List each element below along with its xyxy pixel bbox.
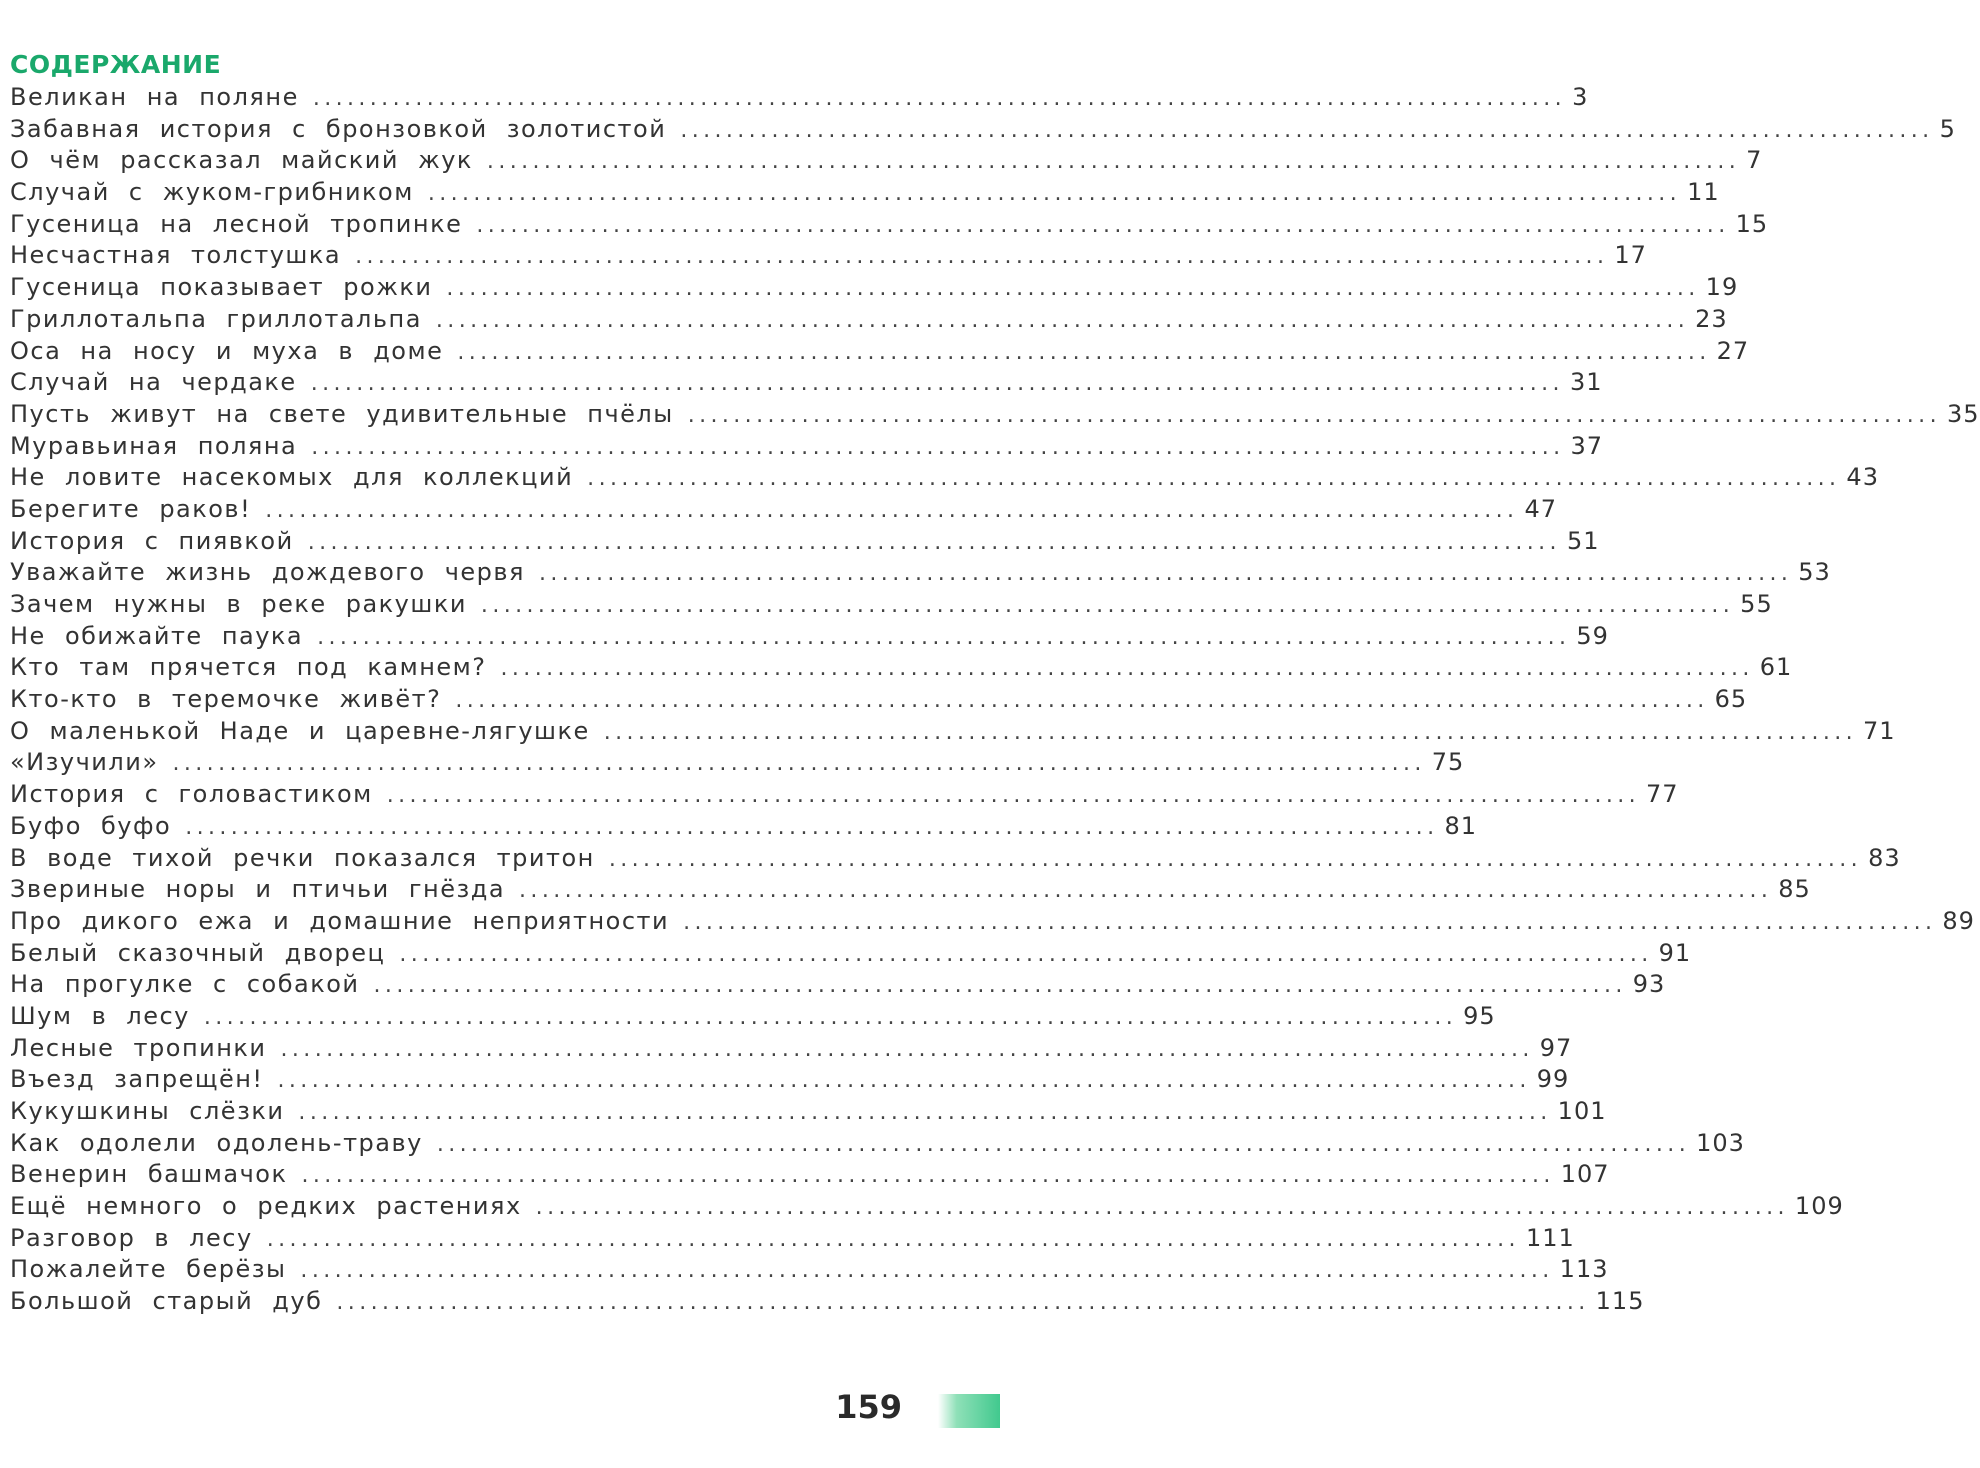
toc-entry[interactable]: [10, 304, 1728, 336]
toc-leader-dots: ..............................................................................................................: [427, 181, 1682, 207]
toc-entry-page: 111: [1525, 1223, 1575, 1252]
toc-entry-page: 113: [1559, 1255, 1609, 1284]
toc-entry[interactable]: [10, 114, 1956, 146]
toc-leader-dots: ..............................................................................................................: [587, 466, 1841, 492]
toc-leader-dots: ..............................................................................................................: [203, 1004, 1458, 1030]
toc-leader-dots: ..............................................................................................................: [277, 1068, 1531, 1094]
toc-entry[interactable]: [10, 557, 1831, 589]
toc-leader-dots: ..............................................................................................................: [608, 846, 1863, 872]
toc-entry-title: Не обижайте паука: [10, 621, 304, 650]
toc-entry-title: Большой старый дуб: [10, 1287, 323, 1316]
toc-entry[interactable]: [10, 82, 1589, 114]
toc-leader-dots: ..............................................................................................................: [687, 402, 1941, 428]
toc-entry-page: 93: [1632, 970, 1666, 999]
toc-entry-page: 103: [1696, 1128, 1745, 1157]
toc-entry-title: Про дикого ежа и домашние неприятности: [10, 906, 670, 935]
toc-entry-title: Буфо буфо: [10, 811, 172, 840]
toc-entry-title: В воде тихой речки показался тритон: [10, 843, 595, 872]
toc-entry-title: Белый сказочный дворец: [10, 938, 386, 967]
toc-leader-dots: ..............................................................................................................: [310, 371, 1564, 397]
toc-entry[interactable]: [10, 1254, 1609, 1286]
toc-entry-title: Забавная история с бронзовкой золотистой: [10, 114, 667, 143]
toc-leader-dots: ..............................................................................................................: [457, 339, 1711, 365]
toc-entry-title: Уважайте жизнь дождевого червя: [10, 558, 525, 587]
toc-entry-title: Случай с жуком-грибником: [10, 178, 414, 207]
toc-entry[interactable]: [10, 1001, 1496, 1033]
toc-entry[interactable]: [10, 938, 1692, 970]
toc-entry-page: 91: [1658, 938, 1692, 967]
toc-leader-dots: ..............................................................................................................: [265, 497, 1519, 523]
toc-entry[interactable]: [10, 1191, 1844, 1223]
toc-entry-title: Кукушкины слёзки: [10, 1097, 285, 1125]
toc-entry[interactable]: [10, 1033, 1573, 1065]
toc-entry[interactable]: [10, 145, 1763, 177]
table-of-contents: [10, 82, 1980, 1318]
toc-entry[interactable]: [10, 684, 1748, 716]
toc-entry-page: 15: [1735, 209, 1769, 238]
toc-entry[interactable]: [10, 779, 1679, 811]
toc-entry-title: Кто там прячется под камнем?: [10, 653, 487, 682]
toc-leader-dots: ..............................................................................................................: [486, 149, 1741, 175]
toc-entry-page: 23: [1695, 304, 1728, 333]
toc-entry-page: 5: [1939, 114, 1956, 143]
toc-entry[interactable]: [10, 526, 1600, 558]
toc-entry-page: 59: [1576, 621, 1609, 650]
toc-entry[interactable]: [10, 1064, 1570, 1096]
toc-entry-page: 61: [1759, 653, 1793, 682]
toc-entry-title: Оса на носу и муха в доме: [10, 336, 444, 365]
toc-entry-page: 99: [1536, 1065, 1570, 1094]
toc-entry[interactable]: [10, 621, 1609, 653]
toc-entry[interactable]: [10, 969, 1666, 1001]
toc-leader-dots: ..............................................................................................................: [172, 751, 1426, 777]
toc-entry[interactable]: [10, 431, 1604, 463]
toc-entry-title: Гусеница показывает рожки: [10, 273, 433, 302]
toc-entry-page: 85: [1778, 875, 1811, 904]
toc-entry-title: Берегите раков!: [10, 494, 252, 523]
toc-entry-title: Великан на поляне: [10, 83, 299, 111]
page-title: СОДЕРЖАНИЕ: [10, 50, 222, 79]
toc-entry[interactable]: [10, 843, 1901, 875]
toc-entry[interactable]: [10, 1223, 1575, 1255]
toc-entry-title: Как одолели одолень-траву: [10, 1128, 423, 1157]
toc-entry-title: История с пиявкой: [10, 526, 294, 555]
toc-entry-page: 55: [1740, 590, 1773, 618]
toc-entry-page: 19: [1705, 273, 1739, 302]
toc-leader-dots: ..............................................................................................................: [355, 244, 1609, 270]
toc-leader-dots: ..............................................................................................................: [519, 878, 1773, 904]
page-edge-tab: [938, 1394, 1000, 1428]
toc-entry-page: 11: [1687, 178, 1720, 207]
toc-entry-page: 107: [1560, 1160, 1610, 1189]
toc-entry[interactable]: [10, 1096, 1607, 1128]
toc-entry-page: 97: [1539, 1033, 1573, 1062]
toc-entry-page: 65: [1714, 685, 1748, 714]
toc-entry-page: 89: [1942, 906, 1975, 935]
toc-leader-dots: ..............................................................................................................: [399, 941, 1653, 967]
toc-leader-dots: ..............................................................................................................: [435, 307, 1690, 333]
toc-entry[interactable]: [10, 589, 1773, 621]
toc-leader-dots: ..............................................................................................................: [436, 1131, 1691, 1157]
toc-entry[interactable]: [10, 336, 1750, 368]
toc-entry-page: 71: [1863, 716, 1896, 745]
toc-entry-page: 115: [1595, 1287, 1645, 1316]
toc-leader-dots: ..............................................................................................................: [683, 909, 1937, 935]
toc-entry[interactable]: [10, 209, 1769, 241]
toc-entry-page: 37: [1570, 431, 1604, 460]
toc-leader-dots: ..............................................................................................................: [307, 529, 1561, 555]
toc-leader-dots: ..............................................................................................................: [535, 1195, 1789, 1221]
toc-leader-dots: ..............................................................................................................: [266, 1226, 1520, 1252]
toc-entry[interactable]: [10, 1128, 1745, 1160]
toc-leader-dots: ..............................................................................................................: [312, 86, 1567, 111]
toc-entry-title: Шум в лесу: [10, 1001, 190, 1030]
toc-leader-dots: ..............................................................................................................: [386, 783, 1641, 809]
toc-entry[interactable]: [10, 367, 1603, 399]
toc-entry[interactable]: [10, 177, 1720, 209]
toc-leader-dots: ..............................................................................................................: [185, 814, 1439, 840]
toc-entry-title: Венерин башмачок: [10, 1160, 288, 1189]
toc-entry[interactable]: [10, 747, 1465, 779]
toc-entry-title: Кто-кто в теремочке живёт?: [10, 685, 442, 714]
page-number: 159: [835, 1388, 902, 1426]
toc-entry-title: Не ловите насекомых для коллекций: [10, 463, 574, 492]
toc-entry-title: Звериные норы и птичьи гнёзда: [10, 875, 506, 904]
toc-entry-title: Ещё немного о редких растениях: [10, 1192, 522, 1221]
toc-leader-dots: ..............................................................................................................: [300, 1258, 1554, 1284]
toc-entry-title: История с головастиком: [10, 780, 373, 809]
toc-entry[interactable]: [10, 906, 1975, 938]
toc-leader-dots: ..............................................................................................................: [301, 1163, 1555, 1189]
toc-entry-title: Муравьиная поляна: [10, 431, 298, 460]
toc-leader-dots: ..............................................................................................................: [539, 561, 1793, 587]
toc-entry[interactable]: [10, 811, 1478, 843]
toc-entry-title: Въезд запрещён!: [10, 1065, 264, 1094]
toc-entry-page: 47: [1524, 494, 1557, 523]
toc-entry-page: 101: [1557, 1097, 1607, 1125]
toc-entry-title: Пожалейте берёзы: [10, 1255, 287, 1284]
toc-leader-dots: ..............................................................................................................: [446, 276, 1700, 302]
toc-entry[interactable]: [10, 462, 1879, 494]
toc-entry-title: Гусеница на лесной тропинке: [10, 209, 463, 238]
toc-entry-page: 27: [1716, 336, 1750, 365]
toc-entry-title: На прогулке с собакой: [10, 970, 360, 999]
toc-entry[interactable]: [10, 1286, 1645, 1318]
toc-entry-page: 75: [1431, 748, 1465, 777]
toc-entry-title: Случай на чердаке: [10, 368, 297, 397]
toc-entry[interactable]: [10, 240, 1647, 272]
toc-leader-dots: ..............................................................................................................: [476, 212, 1730, 238]
toc-entry[interactable]: [10, 716, 1896, 748]
toc-entry-page: 7: [1746, 146, 1763, 175]
toc-leader-dots: ..............................................................................................................: [298, 1100, 1552, 1125]
toc-entry[interactable]: [10, 272, 1739, 304]
toc-entry[interactable]: [10, 399, 1980, 431]
toc-entry[interactable]: [10, 652, 1793, 684]
toc-entry-page: 31: [1569, 368, 1603, 397]
toc-leader-dots: ..............................................................................................................: [455, 688, 1709, 714]
toc-entry-page: 53: [1798, 558, 1831, 587]
toc-entry-title: Пусть живут на свете удивительные пчёлы: [10, 399, 674, 428]
toc-entry-page: 43: [1846, 463, 1879, 492]
toc-entry-page: 77: [1646, 780, 1679, 809]
toc-entry-title: Несчастная толстушка: [10, 241, 342, 270]
toc-entry[interactable]: [10, 494, 1557, 526]
toc-entry[interactable]: [10, 874, 1811, 906]
toc-entry-page: 51: [1566, 526, 1600, 555]
toc-leader-dots: ..............................................................................................................: [311, 434, 1565, 460]
toc-leader-dots: ..............................................................................................................: [280, 1036, 1534, 1062]
toc-entry-title: Лесные тропинки: [10, 1033, 267, 1062]
toc-entry-page: 3: [1572, 83, 1589, 111]
toc-entry-page: 81: [1444, 811, 1478, 840]
toc-entry-page: 83: [1868, 843, 1901, 872]
toc-entry-title: Зачем нужны в реке ракушки: [10, 590, 467, 618]
toc-entry-title: Разговор в лесу: [10, 1223, 253, 1252]
toc-leader-dots: ..............................................................................................................: [480, 593, 1735, 618]
toc-entry-title: О чём рассказал майский жук: [10, 146, 473, 175]
toc-entry-page: 109: [1794, 1192, 1844, 1221]
toc-leader-dots: ..............................................................................................................: [500, 656, 1754, 682]
toc-entry-title: О маленькой Наде и царевне-лягушке: [10, 716, 590, 745]
toc-entry-page: 17: [1614, 241, 1647, 270]
toc-entry-title: «Изучили»: [10, 748, 159, 777]
toc-entry-title: Гриллотальпа гриллотальпа: [10, 304, 422, 333]
toc-leader-dots: ..............................................................................................................: [373, 973, 1627, 999]
toc-entry[interactable]: [10, 1159, 1610, 1191]
toc-leader-dots: ..............................................................................................................: [603, 719, 1858, 745]
toc-leader-dots: ..............................................................................................................: [317, 624, 1571, 650]
toc-leader-dots: ..............................................................................................................: [336, 1290, 1590, 1316]
toc-entry-page: 95: [1463, 1001, 1496, 1030]
toc-leader-dots: ..............................................................................................................: [680, 117, 1934, 143]
toc-entry-page: 35: [1946, 399, 1980, 428]
